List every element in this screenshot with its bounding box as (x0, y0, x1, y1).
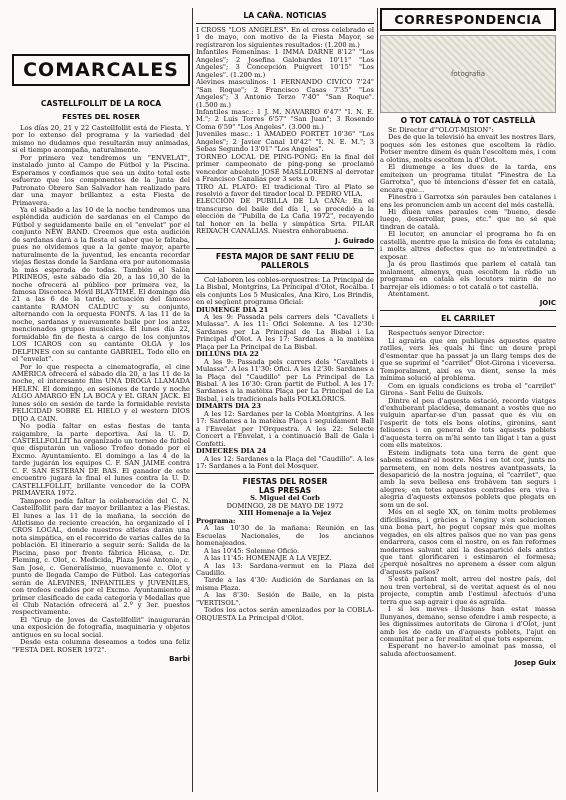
column-divider (192, 8, 193, 792)
paragraph: A las 10'30 de la mañana: Reunión en las Escuelas Nacionales, de los ancianos homenajeados. (196, 524, 374, 548)
comarcales-body (12, 125, 190, 654)
paragraph: Programa: (196, 516, 236, 525)
comarcales-header: COMARCALES (12, 54, 190, 86)
paragraph: El "Grup de Joves de Castellfollit" inaugurarán una exposición de fotografía, maquinaria y objetos antiguos en su local social. (12, 615, 190, 639)
paragraph: Sr. Director d'"OLOT-MISION": (388, 126, 494, 134)
paragraph: Tampoco podía faltar la colaboración del C. N. Castellfollit para dar mayor brillantez a las Fiestas. El lunes a las 11 de la mañana, la sección de Atletismo de reciente creación, ha organizado el I CROS LOCAL, donde nuestros atletas darán una nota simpática, en el recorrido de varias calles de la población. El itinerario a seguir será: Salida de la Piscina, paso por frente fábrica Hicasa, c. Dr. Fleming, c. Olot, c. Medicida, Plaza José Antonio, c. San José, c. Generalísimo, nuevamente c. Olot y punto de llegada Campo de Fútbol. Las categorías serán de ALEVINES, INFANTILES y JUVENILES, con trofeos cedidos por el Excmo. Ayuntamiento al primer clasificado de cada categoría y Medallas que el Club Natación ofrecerá al 2.º y 3er. puestos respectivamente. (12, 496, 190, 617)
paragraph: Li agrairia que em publiqués aquestes quatre ratlles, vers les quals hi tinc un deure propi d'esmentar que ha passat ja un llarg temps des de que se suprimí el "carrilet" Olot-Girona i viceversa. Temporalment, així es va dient, sense la més mínima solució al problema. (380, 336, 556, 383)
divider (196, 273, 374, 274)
paragraph: Ja és prou llastimós que parlem el català tan malament, almenys, quan escoltem la ràdio un programa en català els locutors mirin de no barrejar els idiomes: o tot català o tot castellà. (380, 260, 556, 291)
paragraph: S'està parlant molt, arreu del nostre país, del nou tren vertebral, si de veritat aquest és el nou projecte, comptin amb l'estimul afectuós d'una terra que sap agrair i que és agraïda. (380, 575, 556, 606)
day-heading: DIMECRES DIA 24 (196, 447, 267, 456)
paragraph: Desde esta columna deseamos a todos una feliz "FESTA DEL ROSER 1972". (12, 638, 190, 654)
paragraph: A las 13: Sardana-vermut en la Plaza del Caudillo. (196, 561, 374, 577)
paragraph: Juveniles masc.: 1 AMADEO FORTET 10'36" "Los Angeles"; 2 Javier Canal 10'42" "I. N. E. M."; 3 Sebas Segundo 13'01" "Los Angeles". (196, 130, 374, 154)
paragraph: A les 12: Sardanes per la Cobla Montgrins. A les 17: Sardanes a la matèixa Plaça i seguidament Ball a l'Envelat per l'Orquestra. A les 22: Selecte Concert a l'Envelat, i a continuació Ball de Gala i Confetti. (196, 409, 374, 448)
paragraph: A les 9: Passada pels carrers dels "Cavallets i Mulassa". A les 11'30: Ofici. A les 12'30: Sardanes a la Plaça del "Caudillo" per La Principal de La Bisbal. A les 16'30: Gran partit de Futbol. A les 17: Sardanes a la matèixa Plaça per La Principal de La Bisbal, i els tradicionals balls FOLKLÒRICS. (196, 357, 374, 403)
paragraph: TORNEO LOCAL DE PING-PONG: En la final del primer campeonato de ping-pong se proclamó vencedor absoluto JOSÉ MASLLORENS al derrotar a Francisco Canalias por 3 sets a 0. (196, 152, 374, 184)
paragraph: Por lo que respecta a cinematografía, el cine AMÉRICA ofrecerá el sábado día 20, a las 11 de la noche, el interesante film UNA DROGA LLAMADA HELEN. El domingo, en sesiones de tarde y noche ALGO AMARGO EN LA BOCA y EL GRAN JACK. El lunes sólo en sesión de tarde la formidable revista FELICIDAD SOBRE EL HIELO y el western DIOS DIJO A CAIN. (12, 362, 190, 423)
letter2-title: EL CARRILET (441, 314, 495, 324)
paragraph: Ya el sábado a las 10 de la noche tendremos una espléndida audición de sardanas en el Campo de Fútbol y seguidamente baile en el "envelat" por el conjunto NEW BAND. Creemos que esta audición de sardanas dará a la fiesta el sabor que le faltaba, pues no olvidemos que a la gente mayor, aparte naturalmente de la juventud, les encanta recordar viejas fiestas donde la Sardana era por autonomasia la más esperada de todas. También el Salón PIRINEOS, este sábado día 20, a las 10,30 de la noche ofrecerá al público por primera vez, la famosa Discoteca Móvil BLAY-TIME. El domingo día 21 a las 6 de la tarde, actuación del famoso cantante RAMON CALDUC y su conjunto, alternando con la orquesta FONTS. A las 11 de la noche, sardanas y nuevamente baile por los antes mencionados grupos musicales. El lunes día 22, formidable fin de fiesta a cargo de los conjuntos LOS ICAROS con su cantante OLGA y los DELFINES con su cantante GABRIEL. Todo ello en el "envelat". (12, 205, 190, 364)
cana-title: LA CAÑA. NOTICIAS (243, 11, 327, 20)
paragraph: Hi diuen unes paraules com "bueno, desde luego, desarrollar, pues, etc." que no sé què tindran de català. (380, 207, 556, 231)
correspondencia-header: CORRESPONDENCIA (380, 8, 556, 31)
preses-title: FIESTAS DEL ROSER (242, 477, 328, 487)
day-heading: DILLUNS DIA 22 (196, 350, 259, 359)
photo-placeholder (380, 35, 556, 113)
signature: Barbi (169, 655, 190, 664)
preses-date: DOMINGO, 28 DE MAYO DE 1972 (226, 501, 344, 510)
signature: J. Guirado (335, 236, 374, 245)
comarcales-column (12, 8, 190, 792)
paragraph: Atentament. (388, 289, 430, 298)
paragraph: Col·laboren les cobles-orquestres: La Principal de La Bisbal, Montgrins, La Principal d'Olot, Rocalba. I els conjunts Los 5 Musicales, Ana Kiro, Los Brindis, en el següent programa Oficial: (196, 275, 374, 307)
divider (196, 248, 374, 249)
article-title: CASTELLFOLLIT DE LA ROCA (40, 99, 162, 108)
preses-title-2: LAS PRESAS (258, 486, 312, 496)
paragraph: Respectuós senyor Director: (388, 329, 485, 338)
divider (380, 326, 556, 327)
paragraph: Des de que la televisió ha envait les nostres llars, poques són les estones que escoltem la ràdio. Potser mentre dinem és quan l'escoltem més, i com a olotins, molts escoltem la d'Olot. (380, 133, 556, 164)
paragraph: A las 10'45: Solemne Oficio. (204, 546, 300, 555)
paragraph: A las 8'30: Sesión de Baile, en la pista "VERTISOL". (196, 591, 374, 607)
preses-subtitle: S. Miguel del Corb (250, 494, 320, 503)
divider (380, 310, 556, 311)
photo-caption: fotografia (450, 70, 486, 78)
paragraph: TIRO AL PLATO: El tradicional Tiro al Plato se resolvió a favor del tirador local D. PEDRO VILA. (196, 182, 374, 198)
divider (196, 23, 374, 24)
paragraph: Finestra i Garrotxa són paraules ben catalanes i ens les pronuncien amb un accent del més castellà. (380, 193, 556, 209)
paragraph: Com en iguals condicions es troba el "carrilet" Girona - Sant Feliu de Guíxols. (380, 381, 556, 398)
article-subtitle: FESTES DEL ROSER (62, 112, 140, 121)
paragraph: Estem indignats tota una terra de gent que sabem estimar el nostre. Més i en tot cor, junts no parmetem, en nom dels nostres avantpassats, la desaparició de la nostra joguina, el "carrilet", que amb la seva bellesa ens trobàvem tan segurs i alegres; en totes aquestes contrades era viva i alegria d'aquests extensos poblets que plegats en som un de sol. (380, 448, 556, 509)
paragraph: El locutor, en anunciar el programa ho fa en castellà, mentre que la música de fons és catalana; i molts altres defectes que no m'entretindré a exposar. (380, 230, 556, 261)
paragraph: A les 12: Sardanes a la Plaça del "Caudillo". A les 17: Sardanes a la Font del Mosquer. (196, 454, 374, 471)
paragraph: I CROSS "LOS ANGELES". En el cross celebrado el 1 de mayo, con motivo de la Fiesta Mayor, se registraron los siguientes resultados: (1.200 m.) (196, 26, 374, 49)
day-heading: DIUMENGE DIA 21 (196, 305, 269, 314)
paragraph: El diumenge a les dues de la tarda, ens emiteixen un programa titulat "Finestra de La Garrotxa", que té intencions d'ésser fet en català, encara que... (380, 163, 556, 194)
paragraph: I si les meves il·lusions han estat massa llunyanes, demano, sense ofendre i amb respecte, a les dignissimes autoritats de Girona i d'Olot, junt amb les de cada un d'aquests poblets, l'ajut en comunitat per a fer realitat el que tots esperem. (380, 605, 556, 643)
letter1-title: O TOT CATALÀ O TOT CASTELLÀ (400, 116, 536, 125)
paragraph: Esperant no haver-lo amoinat pas massa, el saluda afectuosament. (380, 642, 556, 658)
paragraph: Todos los actos serán amenizados por la COBLA-ORQUESTA La Principal d'Olot. (196, 606, 374, 622)
paragraph: Més en el segle XX, on tenim molts problemes difícilíssims, i gràcies a l'enginy s'en solucionen una bona part, ho pogut copsar més que moltes vegades, en els altres països que no van pas gens endarrera, casos com el nostre, on es fan reformes modernes salvant així la desaparició dels antics que tant glorificaren i estimaren el formesa; ¿perquè nosaltres no aprenem a ésser com algun d'aquests països? (380, 508, 556, 576)
pallerols-title: FESTA MAJOR DE SANT FELIU DE PALLEROLS (215, 251, 355, 270)
paragraph: Dintre el peu d'aquesta estació, recordo viatges d'exhuberant placidesa, demanant a vostès que no vulguin apartar-se d'un passat que és viu en l'esperit de tots els bons olotins, gironins, sant feliuencs i en general de tots aquests poblets d'aquesta terra on m'hi sento tan lligat i tan a gust com ells mateixos. (380, 396, 556, 450)
column-divider (377, 8, 378, 792)
paragraph: A las 11'45: HOMENAJE A LA VEJEZ. (204, 554, 332, 563)
paragraph: Alevines masculinos: 1 FERNANDO CIVICO 7'24" "San Roque"; 2 Francisco Casas 7'35" "Los Angeles"; 3 Antonio Terzo 7'40" "San Roque". (1.500 m.) (196, 78, 374, 109)
paragraph: Por primera vez tendremos un "ENVELAT", instalado junto al Campo de Fútbol y la Piscina. Esperamos y confiamos que sea un éxito total este esfuerzo que los componentes de la Junta del Patronato Obrero San Salvador han realizado para dar una mayor brillantez a esta Fiesta de Primavera. (12, 153, 190, 207)
preses-event: XIII Homenaje a la Vejez (238, 509, 332, 518)
paragraph: Tarde a las 4'30: Audición de Sardanas en la misma Plaza. (196, 576, 374, 592)
correspondencia-column (380, 8, 556, 792)
news-column (196, 8, 374, 792)
signature: Josep Guix (514, 659, 556, 668)
paragraph: Los días 20, 21 y 22 Castellfollit está de Fiesta. Y por lo extenso del programa y la variedad del mismo no dudamos que resultarán muy animadas, si el tiempo acompaña, naturalmente. (12, 124, 190, 155)
signature: JOIC (539, 299, 556, 308)
paragraph: No podía faltar en estas fiestas de tanta raigambre, la parte deportiva. Así la U. D. CASTELLFOLLIT ha organizado un torneo de fútbol que disputarán un valioso Trofeo donado por el Excmo. Ayuntamiento. El domingo a las 4 de la tarde jugarán los equipos C. F. SAN JAIME contra C. F. SAN ESTEBAN DE BAS. El ganador de este encuentro jugará la final el lunes contra la U. D. CASTELLFOLLIT, brillante vencedor de la COPA PRIMAVERA 1972. (12, 422, 190, 498)
divider (196, 473, 374, 474)
day-heading: DIMARTS DIA 23 (196, 402, 261, 411)
paragraph: ELECCIÓN DE PUBILLA DE LA CAÑA: En el transcurso del baile del día 1, se procedió a la elección de "Pubilla de La Caña 1972", recayendo tal honor en la bella y simpática Srta. PILAR REIXACH CANALIAS. Nuestra enhorabuena. (196, 197, 374, 236)
paragraph: Infantiles masc.: 1 J. M. NAVARRO 6'47" "I. N. E. M."; 2 Luis Torres 6'57" "San Juan"; 3 Rosendo Coma 6'59" "Los Angeles". (3.000 m.) (196, 107, 374, 131)
paragraph: A les 9: Passada pels carrers dels "Cavallets i Mulassa". A les 11: Ofici Solemne. A les 12'30: Sardanes per La Principal de La Bisbal i La Principal d'Olot. A les 17: Sardanes a la matèixa Plaça per La Principal de La Bisbal. (196, 312, 374, 351)
paragraph: Infantiles Femeninas: 1 IMMA DARNE 8'12" "Los Angeles"; 2 Josefina Galobardes 10'11" "Los Angeles"; 3 Concepción Puigvert 10'15" "Los Angeles". (1.200 m.) (196, 48, 374, 79)
